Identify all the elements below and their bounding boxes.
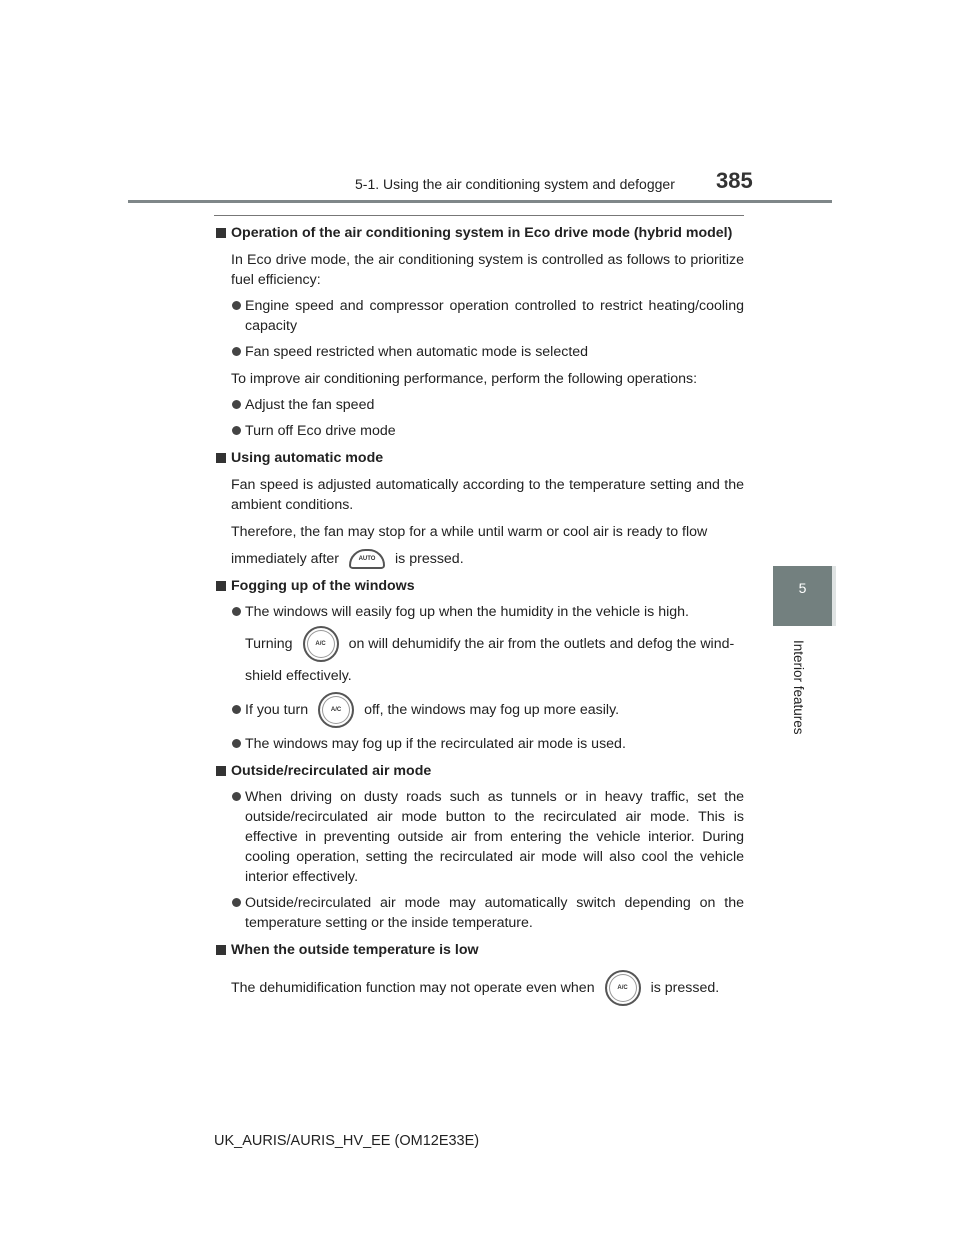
eco-intro: In Eco drive mode, the air conditioning system is controlled as follows to prioritize fuel efficiency: bbox=[231, 252, 744, 288]
list-item: Engine speed and compressor operation controlled to restrict heating/cooling capacity bbox=[214, 296, 744, 336]
bullet-icon bbox=[232, 705, 241, 714]
list-item: Fan speed restricted when automatic mode is selected bbox=[214, 342, 744, 362]
bullet-icon bbox=[232, 347, 241, 356]
bullet-icon bbox=[232, 426, 241, 435]
list-item: The windows will easily fog up when the humidity in the vehicle is high. Turning A/C on will dehumidify the air from the outlets and defog the wind- shield effectively. bbox=[214, 602, 744, 686]
footer-model-code: UK_AURIS/AURIS_HV_EE (OM12E33E) bbox=[214, 1133, 480, 1149]
list-item: Outside/recirculated air mode may automatically switch depending on the temperature setting or the inside temperature. bbox=[214, 893, 744, 933]
auto-p2: Therefore, the fan may stop for a while until warm or cool air is ready to flow bbox=[231, 524, 708, 540]
bullet-icon bbox=[232, 301, 241, 310]
bullet-icon bbox=[232, 400, 241, 409]
list-item: Adjust the fan speed bbox=[214, 395, 744, 415]
square-bullet-icon bbox=[216, 945, 226, 955]
bullet-icon bbox=[232, 739, 241, 748]
heading-eco: Operation of the air conditioning system in Eco drive mode (hybrid model) bbox=[214, 223, 744, 243]
auto-button-icon: AUTO bbox=[349, 549, 385, 569]
heading-fogging: Fogging up of the windows bbox=[214, 576, 744, 596]
ac-button-icon: A/C bbox=[318, 692, 354, 728]
ac-button-icon: A/C bbox=[605, 970, 641, 1006]
square-bullet-icon bbox=[216, 581, 226, 591]
page-number: 385 bbox=[716, 168, 753, 193]
bullet-icon bbox=[232, 898, 241, 907]
heading-recirc: Outside/recirculated air mode bbox=[214, 761, 744, 781]
ac-button-icon: A/C bbox=[303, 626, 339, 662]
auto-p3: immediately after AUTO is pressed. bbox=[231, 551, 464, 567]
chapter-tab bbox=[773, 566, 832, 626]
bullet-icon bbox=[232, 792, 241, 801]
chapter-tab-strip bbox=[832, 566, 836, 626]
list-item: If you turn A/C off, the windows may fog up more easily. bbox=[214, 692, 744, 728]
square-bullet-icon bbox=[216, 453, 226, 463]
chapter-number: 5 bbox=[798, 580, 807, 596]
square-bullet-icon bbox=[216, 228, 226, 238]
header-rule bbox=[128, 200, 832, 203]
auto-p1: Fan speed is adjusted automatically according to the temperature setting and the ambient conditions. bbox=[231, 477, 744, 513]
section-title: 5-1. Using the air conditioning system and defogger bbox=[355, 176, 675, 192]
low-temp-text: The dehumidification function may not operate even when A/C is pressed. bbox=[214, 970, 744, 1006]
bullet-icon bbox=[232, 607, 241, 616]
heading-auto: Using automatic mode bbox=[214, 448, 744, 468]
square-bullet-icon bbox=[216, 766, 226, 776]
list-item: Turn off Eco drive mode bbox=[214, 421, 744, 441]
heading-low-temp: When the outside temperature is low bbox=[214, 940, 744, 960]
list-item: The windows may fog up if the recirculated air mode is used. bbox=[214, 734, 744, 754]
list-item: When driving on dusty roads such as tunnels or in heavy traffic, set the outside/recirculated air mode button to the recirculated air mode. This is effective in preventing outside air from entering the vehicle interior. During cooling operation, setting the recirculated air mode will also cool the vehicle interior effectively. bbox=[214, 787, 744, 887]
chapter-label: Interior features bbox=[791, 640, 806, 735]
eco-improve: To improve air conditioning performance, perform the following operations: bbox=[231, 371, 698, 387]
content bbox=[214, 215, 744, 1006]
